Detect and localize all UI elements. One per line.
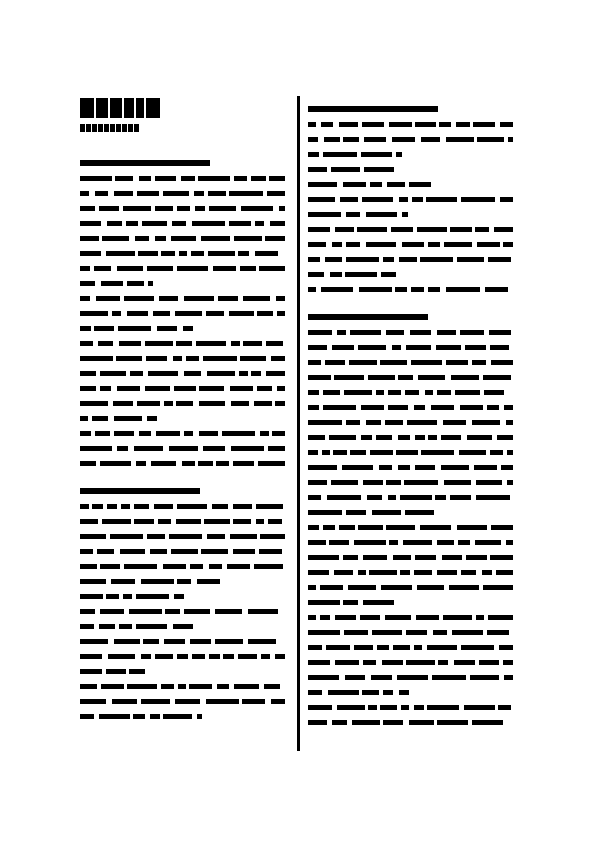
text-line [308,480,518,485]
text-line [308,360,518,365]
text-line [308,420,518,425]
text-line [308,720,518,725]
text-line [80,386,290,391]
text-line [308,495,518,500]
text-line [308,705,518,710]
text-line [80,624,290,629]
text-line [80,206,290,211]
text-line [308,435,518,440]
text-line [80,564,290,569]
text-line [80,326,290,331]
text-line [80,519,290,524]
text-line [308,570,518,575]
section-heading [80,488,290,494]
text-line [80,371,290,376]
text-line [308,465,518,470]
text-line [308,272,518,277]
text-line [308,660,518,665]
text-line [80,446,290,451]
text-line [308,600,518,605]
section-heading [80,160,290,166]
text-line [80,609,290,614]
text-line [80,579,290,584]
text-line [80,549,290,554]
text-line [80,191,290,196]
text-line [80,654,290,659]
text-line [80,281,290,286]
text-line [308,197,518,202]
text-line [308,330,518,335]
text-line [80,699,290,704]
text-line [80,176,290,181]
text-line [308,645,518,650]
text-line [80,534,290,539]
text-line [80,504,290,509]
left-column [80,96,290,729]
text-line [308,167,518,172]
text-line [308,375,518,380]
text-line [308,287,518,292]
text-line [80,431,290,436]
text-line [308,390,518,395]
text-line [308,257,518,262]
text-line [308,615,518,620]
text-line [80,356,290,361]
text-line [80,401,290,406]
text-line [308,690,518,695]
column-divider [297,96,300,751]
text-line [308,675,518,680]
text-line [308,540,518,545]
masthead-logo [80,96,180,120]
section-heading [308,314,518,320]
text-line [308,510,518,515]
subtitle [80,124,140,132]
text-line [308,137,518,142]
text-line [308,450,518,455]
text-line [308,242,518,247]
text-line [308,212,518,217]
text-line [308,630,518,635]
text-line [80,416,290,421]
text-line [80,639,290,644]
text-line [308,345,518,350]
text-line [308,182,518,187]
text-line [80,236,290,241]
text-line [80,341,290,346]
text-line [80,594,290,599]
text-line [80,266,290,271]
text-line [80,684,290,689]
text-line [308,152,518,157]
text-line [308,405,518,410]
text-line [80,669,290,674]
text-line [308,227,518,232]
text-line [80,221,290,226]
section-heading [308,106,518,112]
text-line [80,251,290,256]
text-line [80,714,290,719]
right-column [308,96,518,735]
text-line [308,585,518,590]
text-line [308,555,518,560]
text-line [308,122,518,127]
text-line [80,296,290,301]
text-line [308,525,518,530]
text-line [80,461,290,466]
text-line [80,311,290,316]
